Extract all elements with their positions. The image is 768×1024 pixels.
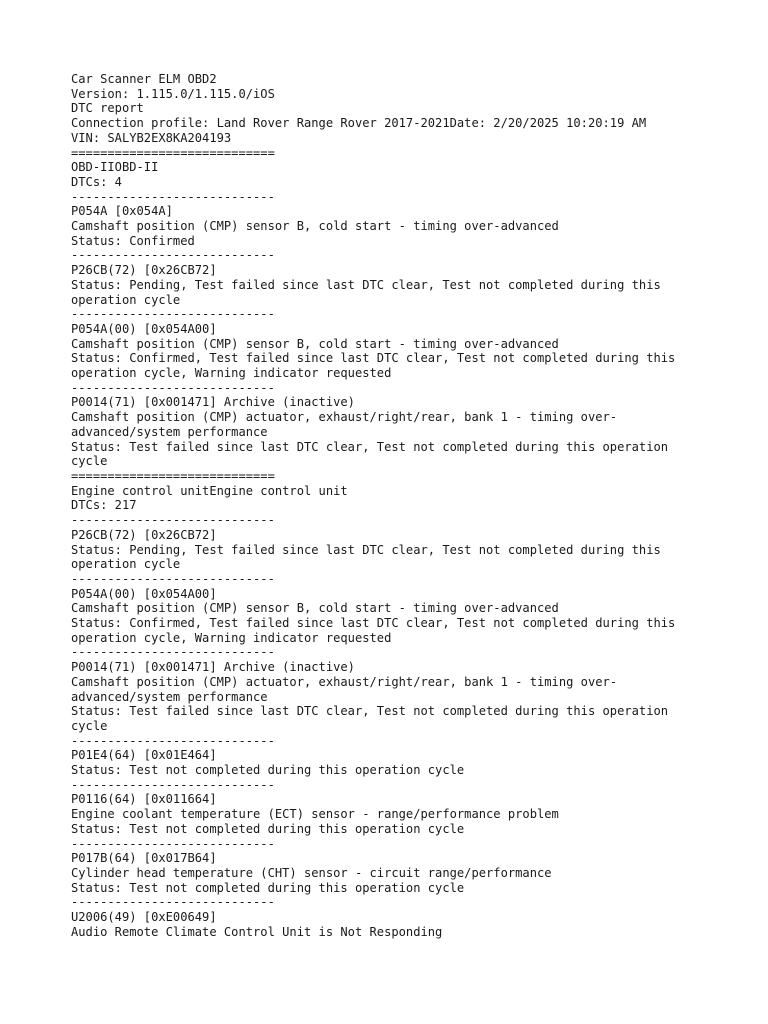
dtc-report-page [71, 72, 731, 939]
entry-separator: ---------------------------- [71, 895, 275, 910]
section-separator: ============================ [71, 145, 275, 160]
dtc-status-line: Status: Confirmed [71, 233, 195, 248]
entry-separator: ---------------------------- [71, 645, 275, 660]
dtc-status-continuation: operation cycle, Warning indicator requested [71, 366, 392, 381]
dtc-description-line: Camshaft position (CMP) actuator, exhaust/right/rear, bank 1 - timing over- [71, 674, 618, 689]
entry-separator: ---------------------------- [71, 571, 275, 586]
entry-separator: ---------------------------- [71, 380, 275, 395]
dtc-description-line: Camshaft position (CMP) sensor B, cold start - timing over-advanced [71, 601, 559, 616]
dtc-code-line: P054A(00) [0x054A00] [71, 321, 217, 336]
ecu-dtc-count: DTCs: 217 [71, 498, 137, 513]
dtc-code-line: P0116(64) [0x011664] [71, 792, 217, 807]
dtc-description-line: Cylinder head temperature (CHT) sensor - circuit range/performance [71, 865, 552, 880]
dtc-code-line: P0014(71) [0x001471] Archive (inactive) [71, 660, 355, 675]
dtc-code-line: U2006(49) [0xE00649] [71, 910, 217, 925]
report-title-line: DTC report [71, 101, 144, 116]
entry-separator: ---------------------------- [71, 513, 275, 528]
dtc-status-line: Status: Confirmed, Test failed since last DTC clear, Test not completed during this [71, 351, 676, 366]
dtc-status-line: Status: Test failed since last DTC clear, Test not completed during this operation [71, 439, 669, 454]
dtc-status-line: Status: Test not completed during this operation cycle [71, 821, 465, 836]
entry-separator: ---------------------------- [71, 189, 275, 204]
dtc-status-continuation: operation cycle [71, 292, 181, 307]
dtc-code-line: P26CB(72) [0x26CB72] [71, 263, 217, 278]
dtc-description-line: Camshaft position (CMP) actuator, exhaust/right/rear, bank 1 - timing over- [71, 410, 618, 425]
entry-separator: ---------------------------- [71, 307, 275, 322]
ecu-section-title: Engine control unitEngine control unit [71, 483, 348, 498]
dtc-description-continuation: advanced/system performance [71, 424, 268, 439]
dtc-code-line: P054A [0x054A] [71, 204, 173, 219]
dtc-status-continuation: operation cycle [71, 557, 181, 572]
version-line: Version: 1.115.0/1.115.0/iOS [71, 86, 275, 101]
dtc-description-line: Audio Remote Climate Control Unit is Not Responding [71, 924, 443, 939]
dtc-description-line: Camshaft position (CMP) sensor B, cold start - timing over-advanced [71, 336, 559, 351]
obd-dtc-count: DTCs: 4 [71, 174, 122, 189]
dtc-status-line: Status: Test failed since last DTC clear, Test not completed during this operation [71, 704, 669, 719]
dtc-description-continuation: advanced/system performance [71, 689, 268, 704]
connection-profile-line: Connection profile: Land Rover Range Rover 2017-2021Date: 2/20/2025 10:20:19 AM [71, 116, 647, 131]
entry-separator: ---------------------------- [71, 248, 275, 263]
dtc-code-line: P054A(00) [0x054A00] [71, 586, 217, 601]
dtc-code-line: P26CB(72) [0x26CB72] [71, 527, 217, 542]
entry-separator: ---------------------------- [71, 733, 275, 748]
obd-section-title: OBD-IIOBD-II [71, 160, 159, 175]
dtc-status-line: Status: Pending, Test failed since last DTC clear, Test not completed during this [71, 277, 661, 292]
dtc-status-continuation: operation cycle, Warning indicator requested [71, 630, 392, 645]
dtc-description-line: Camshaft position (CMP) sensor B, cold start - timing over-advanced [71, 219, 559, 234]
dtc-status-line: Status: Test not completed during this operation cycle [71, 880, 465, 895]
dtc-code-line: P0014(71) [0x001471] Archive (inactive) [71, 395, 355, 410]
vin-line: VIN: SALYB2EX8KA204193 [71, 130, 232, 145]
dtc-status-continuation: cycle [71, 454, 108, 469]
dtc-code-line: P017B(64) [0x017B64] [71, 851, 217, 866]
dtc-status-continuation: cycle [71, 718, 108, 733]
entry-separator: ---------------------------- [71, 836, 275, 851]
entry-separator: ---------------------------- [71, 777, 275, 792]
app-name-line: Car Scanner ELM OBD2 [71, 72, 217, 86]
section-separator: ============================ [71, 468, 275, 483]
dtc-description-line: Engine coolant temperature (ECT) sensor - range/performance problem [71, 807, 559, 822]
dtc-code-line: P01E4(64) [0x01E464] [71, 748, 217, 763]
dtc-status-line: Status: Test not completed during this operation cycle [71, 763, 465, 778]
dtc-status-line: Status: Pending, Test failed since last DTC clear, Test not completed during this [71, 542, 661, 557]
dtc-status-line: Status: Confirmed, Test failed since last DTC clear, Test not completed during this [71, 616, 676, 631]
